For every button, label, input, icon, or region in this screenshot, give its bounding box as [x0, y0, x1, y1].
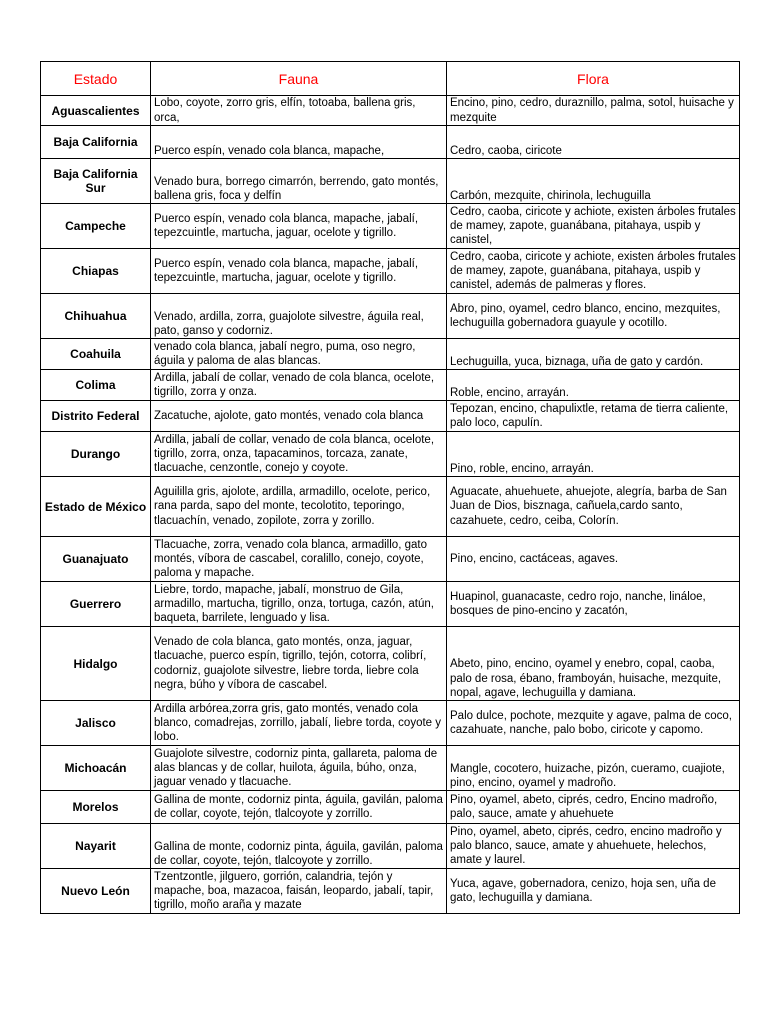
state-cell: Distrito Federal	[41, 401, 151, 432]
table-row	[41, 869, 740, 914]
fauna-cell: Lobo, coyote, zorro gris, elfín, totoaba, ballena gris, orca,	[151, 96, 447, 126]
flora-cell: Mangle, cocotero, huizache, pizón, cueramo, cuajiote, pino, encino, oyamel y madroño.	[447, 746, 740, 791]
table-row	[41, 96, 740, 126]
fauna-cell: Tlacuache, zorra, venado cola blanca, armadillo, gato montés, víbora de cascabel, coralillo, conejo, coyote, paloma y mapache.	[151, 537, 447, 582]
fauna-cell: Zacatuche, ajolote, gato montés, venado cola blanca	[151, 401, 447, 432]
table-row	[41, 339, 740, 370]
table-row	[41, 294, 740, 339]
state-cell: Coahuila	[41, 339, 151, 370]
state-cell: Baja California	[41, 126, 151, 159]
table-row	[41, 627, 740, 701]
table-row	[41, 701, 740, 746]
fauna-cell: Venado de cola blanca, gato montés, onza, jaguar, tlacuache, puerco espín, tigrillo, tejón, cotorra, colibrí, codorniz, guajolote silvestre, liebre torda, liebre cola negra, búho y víbora de cascabel.	[151, 627, 447, 701]
table-row	[41, 249, 740, 294]
state-cell: Campeche	[41, 204, 151, 249]
state-cell: Hidalgo	[41, 627, 151, 701]
flora-cell: Pino, oyamel, abeto, ciprés, cedro, Encino madroño, palo, sauce, amate y ahuehuete	[447, 791, 740, 824]
state-cell: Baja California Sur	[41, 159, 151, 204]
fauna-cell: Puerco espín, venado cola blanca, mapache, jabalí, tepezcuintle, martucha, jaguar, ocelote y tigrillo.	[151, 249, 447, 294]
fauna-flora-table	[40, 61, 740, 914]
state-cell: Jalisco	[41, 701, 151, 746]
fauna-cell: Gallina de monte, codorniz pinta, águila, gavilán, paloma de collar, coyote, tejón, tlalcoyote y zorrillo.	[151, 824, 447, 869]
table-row	[41, 432, 740, 477]
table-row	[41, 159, 740, 204]
header-flora: Flora	[447, 62, 740, 96]
flora-cell: Pino, oyamel, abeto, ciprés, cedro, encino madroño y palo blanco, sauce, amate y ahuehuete, helechos, amate y laurel.	[447, 824, 740, 869]
state-cell: Durango	[41, 432, 151, 477]
flora-cell: Cedro, caoba, ciricote	[447, 126, 740, 159]
state-cell: Aguascalientes	[41, 96, 151, 126]
fauna-cell: venado cola blanca, jabalí negro, puma, oso negro, águila y paloma de alas blancas.	[151, 339, 447, 370]
fauna-cell: Guajolote silvestre, codorniz pinta, gallareta, paloma de alas blancas y de collar, huilota, águila, búho, onza, jaguar venado y tlacuache.	[151, 746, 447, 791]
fauna-cell: Puerco espín, venado cola blanca, mapache,	[151, 126, 447, 159]
table-row	[41, 477, 740, 537]
table-row	[41, 370, 740, 401]
table-row	[41, 582, 740, 627]
state-cell: Morelos	[41, 791, 151, 824]
fauna-cell: Ardilla arbórea,zorra gris, gato montés, venado cola blanco, comadrejas, zorrillo, jabalí, liebre torda, coyote y lobo.	[151, 701, 447, 746]
state-cell: Nuevo León	[41, 869, 151, 914]
state-cell: Chiapas	[41, 249, 151, 294]
state-cell: Nayarit	[41, 824, 151, 869]
table-row	[41, 824, 740, 869]
flora-cell: Yuca, agave, gobernadora, cenizo, hoja sen, uña de gato, lechuguilla y damiana.	[447, 869, 740, 914]
fauna-cell: Tzentzontle, jilguero, gorrión, calandria, tejón y mapache, boa, mazacoa, faisán, leopardo, jabalí, tapir, tigrillo, moño araña y mazate	[151, 869, 447, 914]
fauna-cell: Venado bura, borrego cimarrón, berrendo, gato montés, ballena gris, foca y delfín	[151, 159, 447, 204]
fauna-cell: Venado, ardilla, zorra, guajolote silvestre, águila real, pato, ganso y codorniz.	[151, 294, 447, 339]
state-cell: Guerrero	[41, 582, 151, 627]
fauna-cell: Ardilla, jabalí de collar, venado de cola blanca, ocelote, tigrillo, zorra, onza, tapacaminos, torcaza, zanate, tlacuache, cenzontle, conejo y coyote.	[151, 432, 447, 477]
flora-cell: Carbón, mezquite, chirinola, lechuguilla	[447, 159, 740, 204]
table-row	[41, 204, 740, 249]
flora-cell: Tepozan, encino, chapulixtle, retama de tierra caliente, palo loco, capulín.	[447, 401, 740, 432]
table-row	[41, 746, 740, 791]
flora-cell: Roble, encino, arrayán.	[447, 370, 740, 401]
flora-cell: Palo dulce, pochote, mezquite y agave, palma de coco, cazahuate, nanche, palo bobo, ciricote y capomo.	[447, 701, 740, 746]
state-cell: Estado de México	[41, 477, 151, 537]
table-row	[41, 537, 740, 582]
header-fauna: Fauna	[151, 62, 447, 96]
state-cell: Colima	[41, 370, 151, 401]
flora-cell: Aguacate, ahuehuete, ahuejote, alegría, barba de San Juan de Dios, bisznaga, cañuela,cardo santo, cazahuete, cedro, ceiba, Colorín.	[447, 477, 740, 537]
fauna-cell: Gallina de monte, codorniz pinta, águila, gavilán, paloma de collar, coyote, tejón, tlalcoyote y zorrillo.	[151, 791, 447, 824]
fauna-cell: Puerco espín, venado cola blanca, mapache, jabalí, tepezcuintle, martucha, jaguar, ocelote y tigrillo.	[151, 204, 447, 249]
flora-cell: Cedro, caoba, ciricote y achiote, existen árboles frutales de mamey, zapote, guanábana, pitahaya, uspib y canistel, además de palmeras y flores.	[447, 249, 740, 294]
flora-cell: Abro, pino, oyamel, cedro blanco, encino, mezquites, lechuguilla gobernadora guayule y ocotillo.	[447, 294, 740, 339]
flora-cell: Lechuguilla, yuca, biznaga, uña de gato y cardón.	[447, 339, 740, 370]
header-row	[41, 62, 740, 96]
state-cell: Guanajuato	[41, 537, 151, 582]
state-cell: Chihuahua	[41, 294, 151, 339]
flora-cell: Cedro, caoba, ciricote y achiote, existen árboles frutales de mamey, zapote, guanábana, pitahaya, uspib y canistel,	[447, 204, 740, 249]
fauna-cell: Aguililla gris, ajolote, ardilla, armadillo, ocelote, perico, rana parda, sapo del monte, tecolotito, teporingo, tlacuachín, venado, zopilote, zorra y zorillo.	[151, 477, 447, 537]
fauna-cell: Ardilla, jabalí de collar, venado de cola blanca, ocelote, tigrillo, zorra y onza.	[151, 370, 447, 401]
table-row	[41, 791, 740, 824]
flora-cell: Pino, encino, cactáceas, agaves.	[447, 537, 740, 582]
state-cell: Michoacán	[41, 746, 151, 791]
flora-cell: Huapinol, guanacaste, cedro rojo, nanche, lináloe, bosques de pino-encino y zacatón,	[447, 582, 740, 627]
fauna-cell: Liebre, tordo, mapache, jabalí, monstruo de Gila, armadillo, martucha, tigrillo, onza, tortuga, cazón, atún, baqueta, barrilete, lenguado y lisa.	[151, 582, 447, 627]
table-row	[41, 401, 740, 432]
table-row	[41, 126, 740, 159]
flora-cell: Pino, roble, encino, arrayán.	[447, 432, 740, 477]
header-estado: Estado	[41, 62, 151, 96]
flora-cell: Abeto, pino, encino, oyamel y enebro, copal, caoba, palo de rosa, ébano, framboyán, huisache, mezquite, nopal, agave, lechuguilla y damiana.	[447, 627, 740, 701]
flora-cell: Encino, pino, cedro, duraznillo, palma, sotol, huisache y mezquite	[447, 96, 740, 126]
